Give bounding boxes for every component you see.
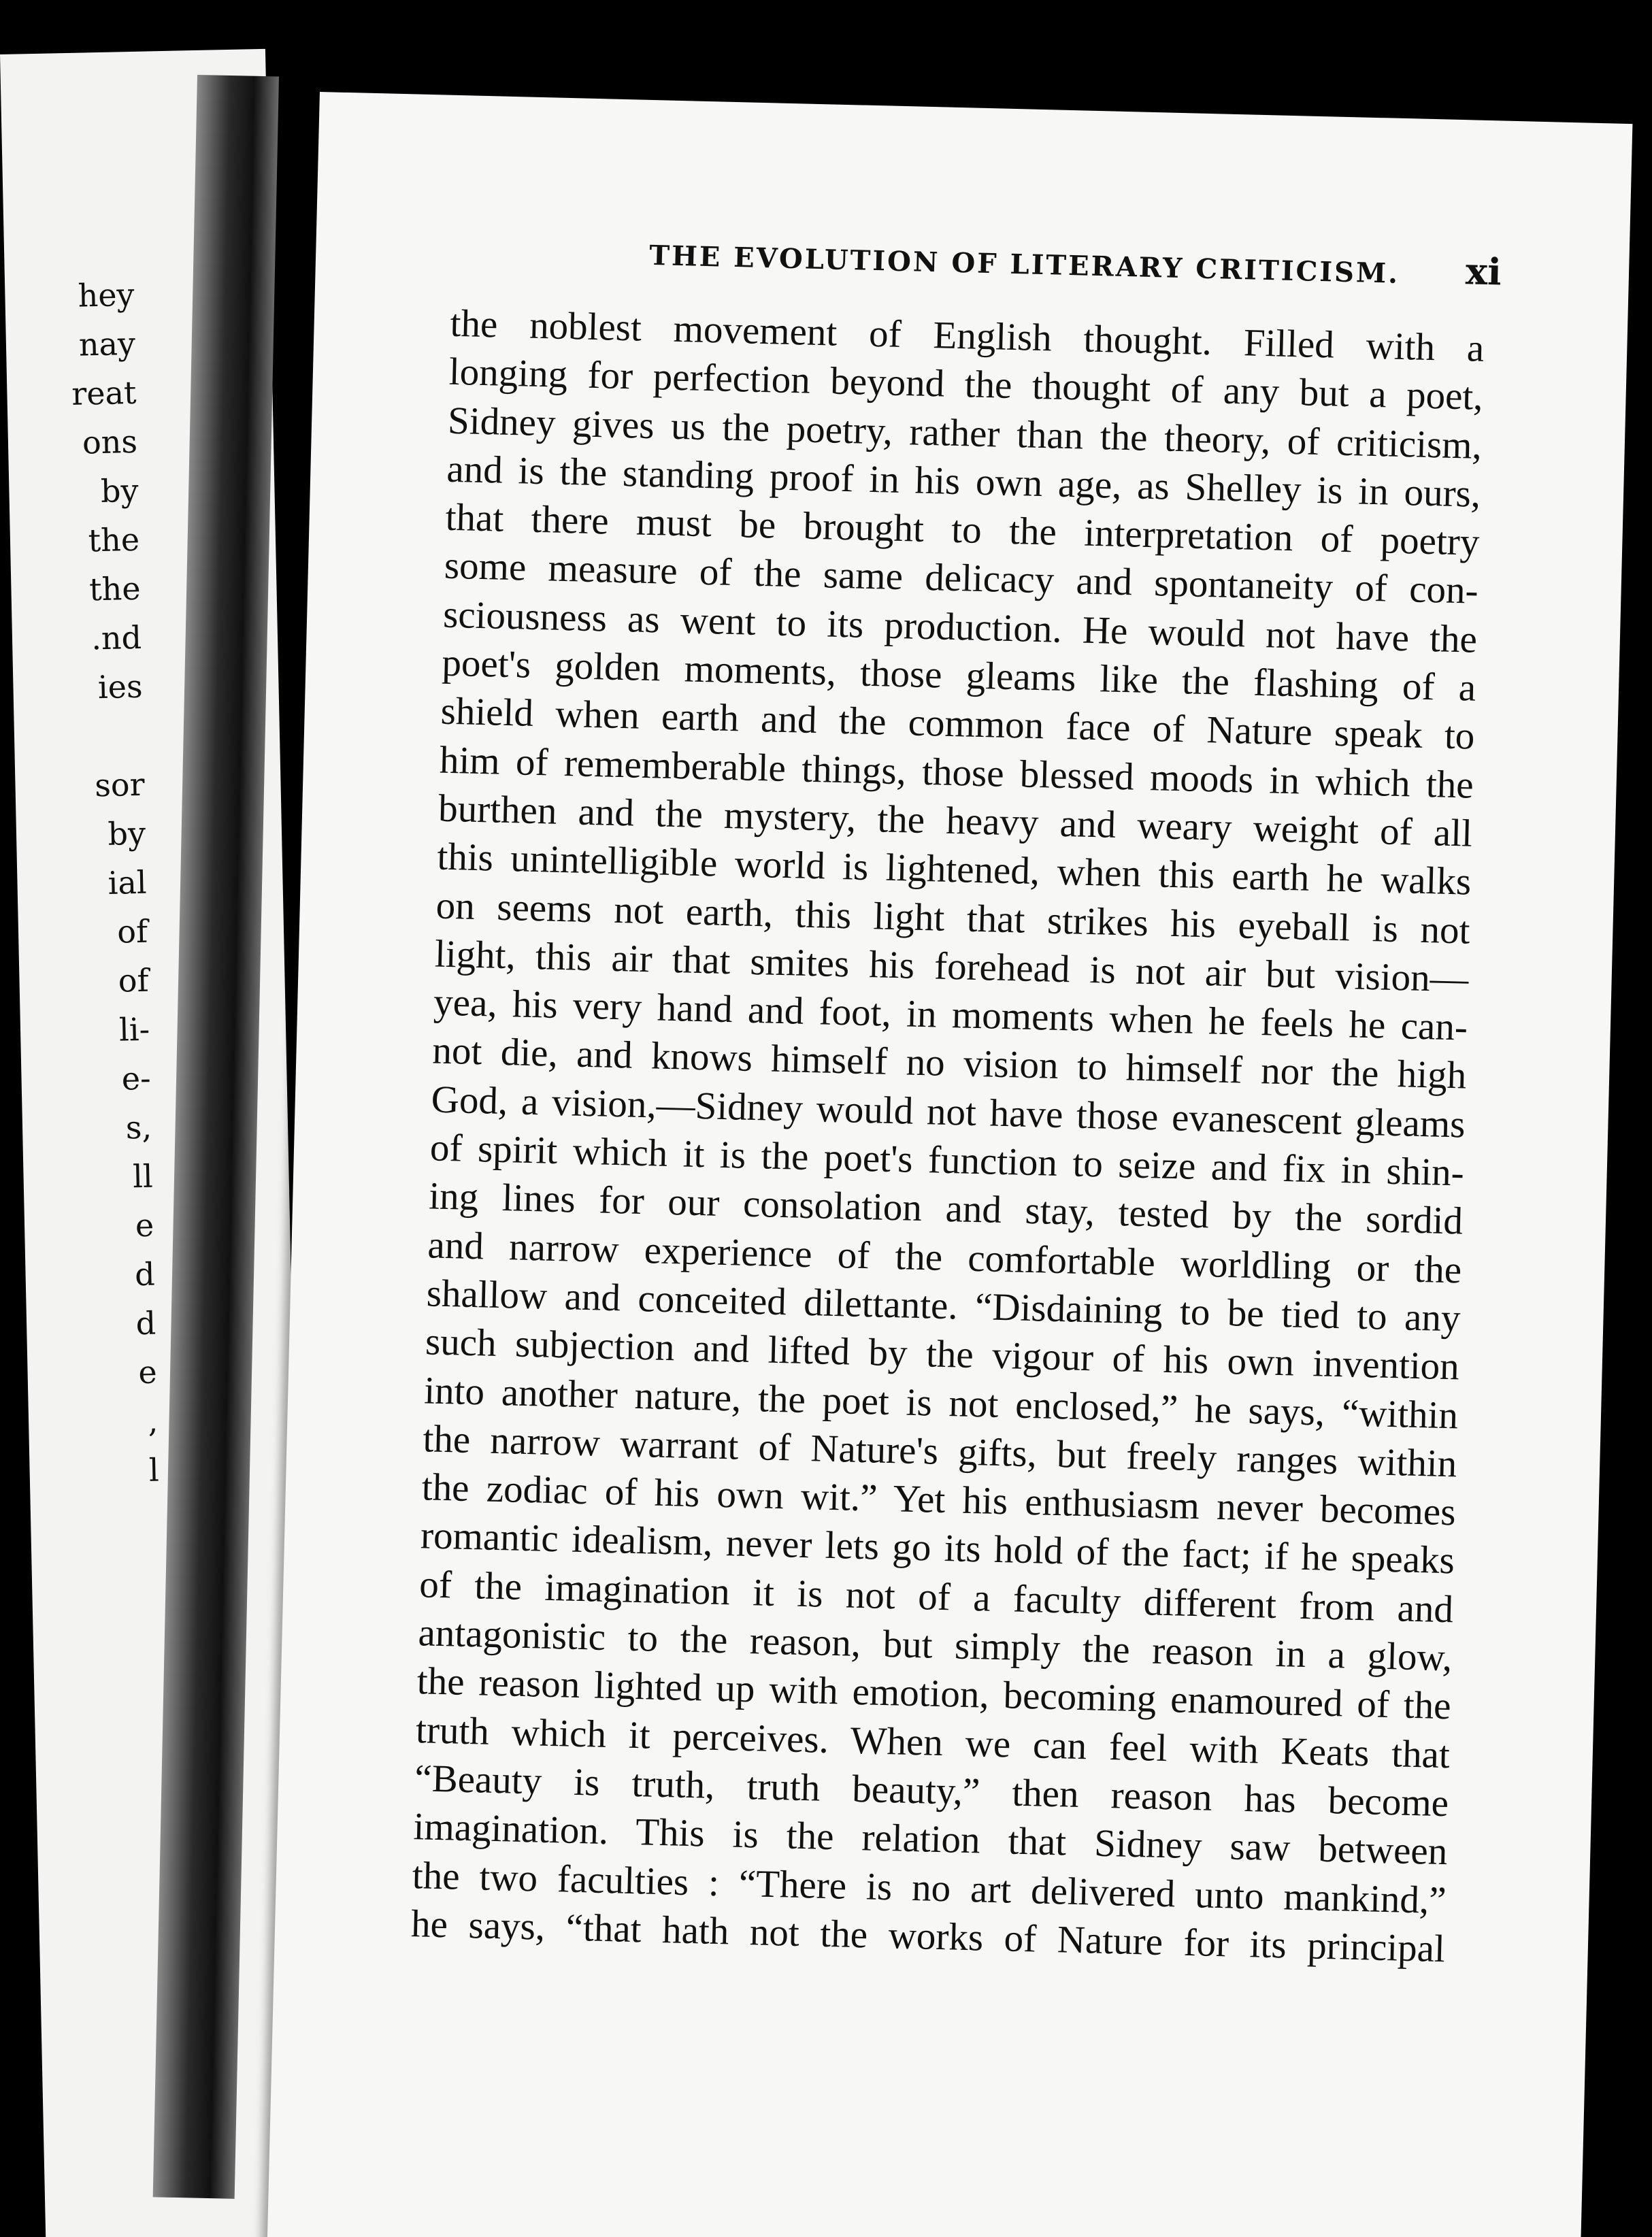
text-line: longing for perfection beyond the thought of any but a poet, bbox=[448, 350, 1484, 419]
text-line: and is the standing proof in his own age, as Shelley is in ours, bbox=[446, 447, 1481, 516]
left-fragment: ies bbox=[97, 667, 144, 706]
left-fragment: li- bbox=[118, 1010, 150, 1048]
left-fragment: of bbox=[116, 912, 148, 950]
text-line: the zodiac of his own wit.” Yet his enthusiasm never becomes bbox=[421, 1465, 1457, 1534]
text-line: “Beauty is truth, truth beauty,” then reason has become bbox=[414, 1757, 1449, 1825]
text-line: that there must be brought to the interpretation of poetry bbox=[445, 495, 1481, 565]
text-line: on seems not earth, this light that strikes his eyeball is not bbox=[435, 884, 1471, 952]
text-line: such subjection and lifted by the vigour of his own invention bbox=[425, 1320, 1460, 1389]
body-text bbox=[410, 299, 1485, 1974]
text-line: he says, “that hath not the works of Nature for its principal bbox=[410, 1902, 1446, 1971]
text-line: truth which it perceives. When we can feel with Keats that bbox=[415, 1708, 1451, 1776]
left-fragment: s, bbox=[125, 1108, 152, 1146]
left-fragment: nay bbox=[78, 325, 136, 363]
left-fragment: ons bbox=[82, 422, 138, 461]
left-fragment: e bbox=[135, 1206, 154, 1244]
left-fragment: the bbox=[88, 569, 142, 608]
left-fragment: e bbox=[137, 1353, 158, 1391]
left-fragment: sor bbox=[94, 765, 146, 804]
page-number: xi bbox=[1465, 249, 1502, 294]
text-line: romantic idealism, never lets go its hold of the fact; if he speaks bbox=[420, 1514, 1455, 1583]
left-fragment: the bbox=[88, 520, 140, 559]
text-line: the noblest movement of English thought. Filled with a bbox=[449, 301, 1485, 370]
left-page-text-fragments bbox=[5, 276, 160, 1489]
left-fragment: ial bbox=[108, 863, 148, 901]
left-fragment: e- bbox=[121, 1059, 152, 1097]
left-fragment: d bbox=[135, 1304, 156, 1342]
text-line: him of rememberable things, those blessed moods in which the bbox=[439, 738, 1474, 807]
text-line: burthen and the mystery, the heavy and weary weight of all bbox=[437, 786, 1473, 855]
text-line: not die, and knows himself no vision to himself nor the high bbox=[431, 1029, 1467, 1098]
text-line: poet's golden moments, those gleams like the flashing of a bbox=[441, 641, 1476, 710]
text-line: sciousness as went to its production. He would not have the bbox=[442, 593, 1478, 661]
text-line: of the imagination it is not of a faculty different from and bbox=[418, 1562, 1454, 1631]
text-line: shield when earth and the common face of Nature speak to bbox=[440, 690, 1476, 759]
left-fragment: , bbox=[147, 1402, 159, 1440]
text-line: and narrow experience of the comfortable worldling or the bbox=[427, 1223, 1462, 1292]
text-line: Sidney gives us the poetry, rather than the theory, of criticism, bbox=[447, 399, 1483, 467]
left-fragment: hey bbox=[78, 276, 135, 314]
text-line: imagination. This is the relation that Sidney saw between bbox=[412, 1805, 1449, 1874]
text-line: ing lines for our consolation and stay, tested by the sordid bbox=[428, 1174, 1464, 1243]
text-line: the reason lighted up with emotion, becoming enamoured of the bbox=[416, 1659, 1452, 1728]
text-line: some measure of the same delicacy and spontaneity of con- bbox=[444, 544, 1479, 613]
text-line: of spirit which it is the poet's function to seize and fix in shin- bbox=[429, 1126, 1465, 1195]
running-head: THE EVOLUTION OF LITERARY CRITICISM. bbox=[648, 239, 1400, 290]
text-line: shallow and conceited dilettante. “Disdaining to be tied to any bbox=[426, 1272, 1461, 1340]
left-fragment: l bbox=[148, 1451, 160, 1489]
text-line: the two faculties : “There is no art delivered unto mankind,” bbox=[412, 1853, 1447, 1922]
left-fragment: ll bbox=[132, 1157, 154, 1195]
text-line: antagonistic to the reason, but simply the reason in a glow, bbox=[417, 1611, 1453, 1680]
left-fragment: .nd bbox=[90, 618, 142, 657]
left-fragment: of bbox=[118, 961, 150, 999]
text-line: God, a vision,—Sidney would not have those evanescent gleams bbox=[431, 1078, 1466, 1146]
right-main-page bbox=[266, 92, 1633, 2237]
left-fragment: reat bbox=[71, 374, 137, 412]
text-line: light, this air that smites his forehead is not air but vision— bbox=[434, 932, 1470, 1001]
text-line: yea, his very hand and foot, in moments when he feels he can- bbox=[433, 980, 1468, 1049]
text-line: into another nature, the poet is not enclosed,” he says, “within bbox=[423, 1368, 1459, 1437]
left-fragment: by bbox=[108, 814, 146, 852]
text-line: this unintelligible world is lightened, when this earth he walks bbox=[436, 835, 1472, 904]
left-fragment: by bbox=[100, 471, 139, 510]
text-line: the narrow warrant of Nature's gifts, but freely ranges within bbox=[422, 1417, 1457, 1486]
left-fragment: d bbox=[134, 1255, 156, 1293]
